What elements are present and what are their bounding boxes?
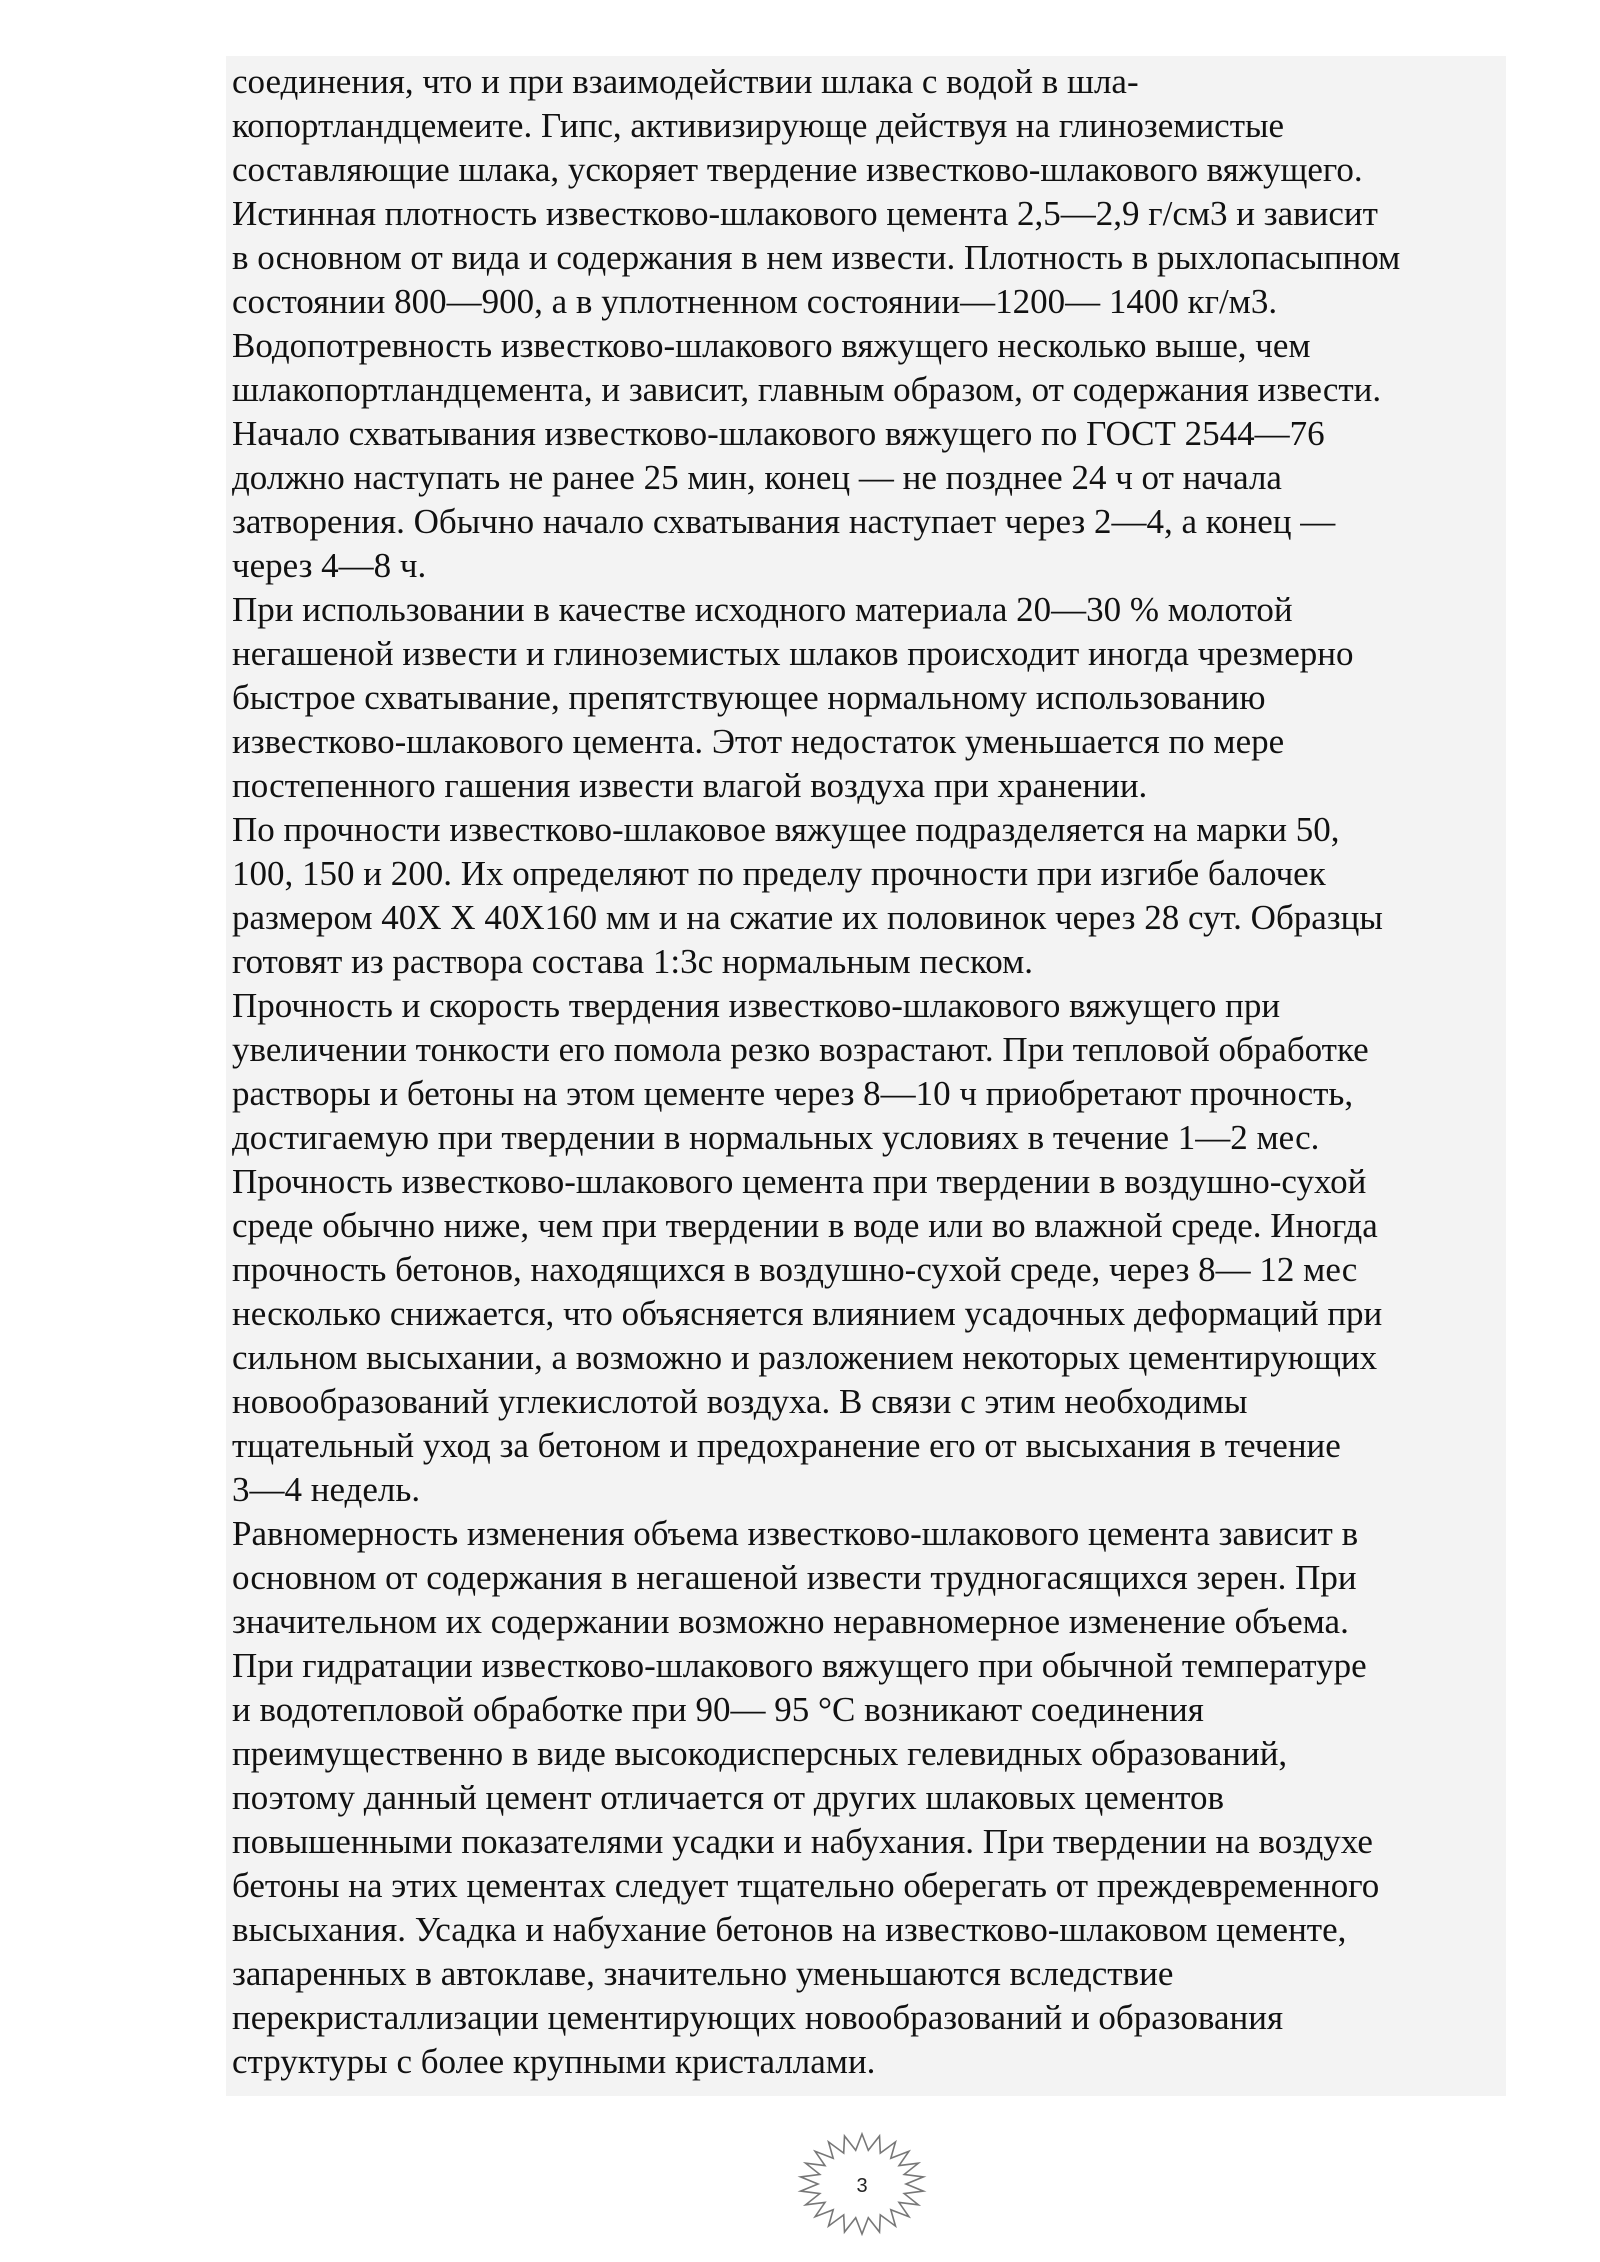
page-number: 3 [856, 2175, 868, 2197]
text-line: копортландцемеите. Гипс, активизирующе действуя на глиноземистые [232, 106, 1285, 145]
text-line: размером 40Х Х 40Х160 мм и на сжатие их половинок через 28 сут. Образцы [232, 898, 1383, 937]
text-line: преимущественно в виде высокодисперсных гелевидных образований, [232, 1734, 1288, 1773]
text-line: высыхания. Усадка и набухание бетонов на известково-шлаковом цементе, [232, 1910, 1347, 1949]
text-line: Прочность известково-шлакового цемента при твердении в воздушно-сухой [232, 1162, 1367, 1201]
page-number-badge [784, 2126, 940, 2240]
text-line: 3—4 недель. [232, 1470, 421, 1509]
text-line: готовят из раствора состава 1:3с нормальным песком. [232, 942, 1034, 981]
text-line: основном от содержания в негашеной извести трудногасящихся зерен. При [232, 1558, 1357, 1597]
text-line: через 4—8 ч. [232, 546, 427, 585]
text-line: При гидратации известково-шлакового вяжущего при обычной температуре [232, 1646, 1367, 1685]
text-line: новообразований углекислотой воздуха. В связи с этим необходимы [232, 1382, 1248, 1421]
text-line: постепенного гашения извести влагой воздуха при хранении. [232, 766, 1148, 805]
text-line: структуры с более крупными кристаллами. [232, 2042, 876, 2081]
text-line: известково-шлакового цемента. Этот недостаток уменьшается по мере [232, 722, 1285, 761]
text-line: соединения, что и при взаимодействии шлака с водой в шла- [232, 62, 1139, 101]
text-line: составляющие шлака, ускоряет твердение известково-шлакового вяжущего. [232, 150, 1363, 189]
text-line: прочность бетонов, находящихся в воздушно-сухой среде, через 8— 12 мес [232, 1250, 1358, 1289]
text-line: 100, 150 и 200. Их определяют по пределу прочности при изгибе балочек [232, 854, 1326, 893]
text-line: увеличении тонкости его помола резко возрастают. При тепловой обработке [232, 1030, 1369, 1069]
text-line: должно наступать не ранее 25 мин, конец — не позднее 24 ч от начала [232, 458, 1282, 497]
text-line: Истинная плотность известково-шлакового цемента 2,5—2,9 г/см3 и зависит [232, 194, 1378, 233]
text-line: затворения. Обычно начало схватывания наступает через 2—4, а конец — [232, 502, 1336, 541]
text-line: состоянии 800—900, а в уплотненном состоянии—1200— 1400 кг/м3. [232, 282, 1278, 321]
text-line: По прочности известково-шлаковое вяжущее подразделяется на марки 50, [232, 810, 1340, 849]
text-line: перекристаллизации цементирующих новообразований и образования [232, 1998, 1284, 2037]
text-line: Равномерность изменения объема известково-шлакового цемента зависит в [232, 1514, 1359, 1553]
text-line: шлакопортландцемента, и зависит, главным образом, от содержания извести. [232, 370, 1382, 409]
text-line: значительном их содержании возможно неравномерное изменение объема. [232, 1602, 1349, 1641]
text-line: поэтому данный цемент отличается от других шлаковых цементов [232, 1778, 1224, 1817]
text-line: тщательный уход за бетоном и предохранение его от высыхания в течение [232, 1426, 1341, 1465]
text-line: негашеной извести и глиноземистых шлаков происходит иногда чрезмерно [232, 634, 1354, 673]
text-line: быстрое схватывание, препятствующее нормальному использованию [232, 678, 1266, 717]
text-line: растворы и бетоны на этом цементе через 8—10 ч приобретают прочность, [232, 1074, 1354, 1113]
text-line: достигаемую при твердении в нормальных условиях в течение 1—2 мес. [232, 1118, 1320, 1157]
text-line: среде обычно ниже, чем при твердении в воде или во влажной среде. Иногда [232, 1206, 1378, 1245]
starburst-icon [784, 2126, 940, 2240]
text-line: бетоны на этих цементах следует тщательно оберегать от преждевременного [232, 1866, 1380, 1905]
text-line: Начало схватывания известково-шлакового вяжущего по ГОСТ 2544—76 [232, 414, 1325, 453]
text-line: сильном высыхании, а возможно и разложением некоторых цементирующих [232, 1338, 1378, 1377]
text-line: повышенными показателями усадки и набухания. При твердении на воздухе [232, 1822, 1373, 1861]
text-line: Прочность и скорость твердения известково-шлакового вяжущего при [232, 986, 1281, 1025]
text-line: несколько снижается, что объясняется влиянием усадочных деформаций при [232, 1294, 1383, 1333]
text-block [226, 56, 1506, 2096]
text-line: При использовании в качестве исходного материала 20—30 % молотой [232, 590, 1293, 629]
text-line: и водотепловой обработке при 90— 95 °С возникают соединения [232, 1690, 1204, 1729]
text-line: запаренных в автоклаве, значительно уменьшаются вследствие [232, 1954, 1174, 1993]
text-line: в основном от вида и содержания в нем извести. Плотность в рыхлопасыпном [232, 238, 1401, 277]
text-line: Водопотревность известково-шлакового вяжущего несколько выше, чем [232, 326, 1311, 365]
